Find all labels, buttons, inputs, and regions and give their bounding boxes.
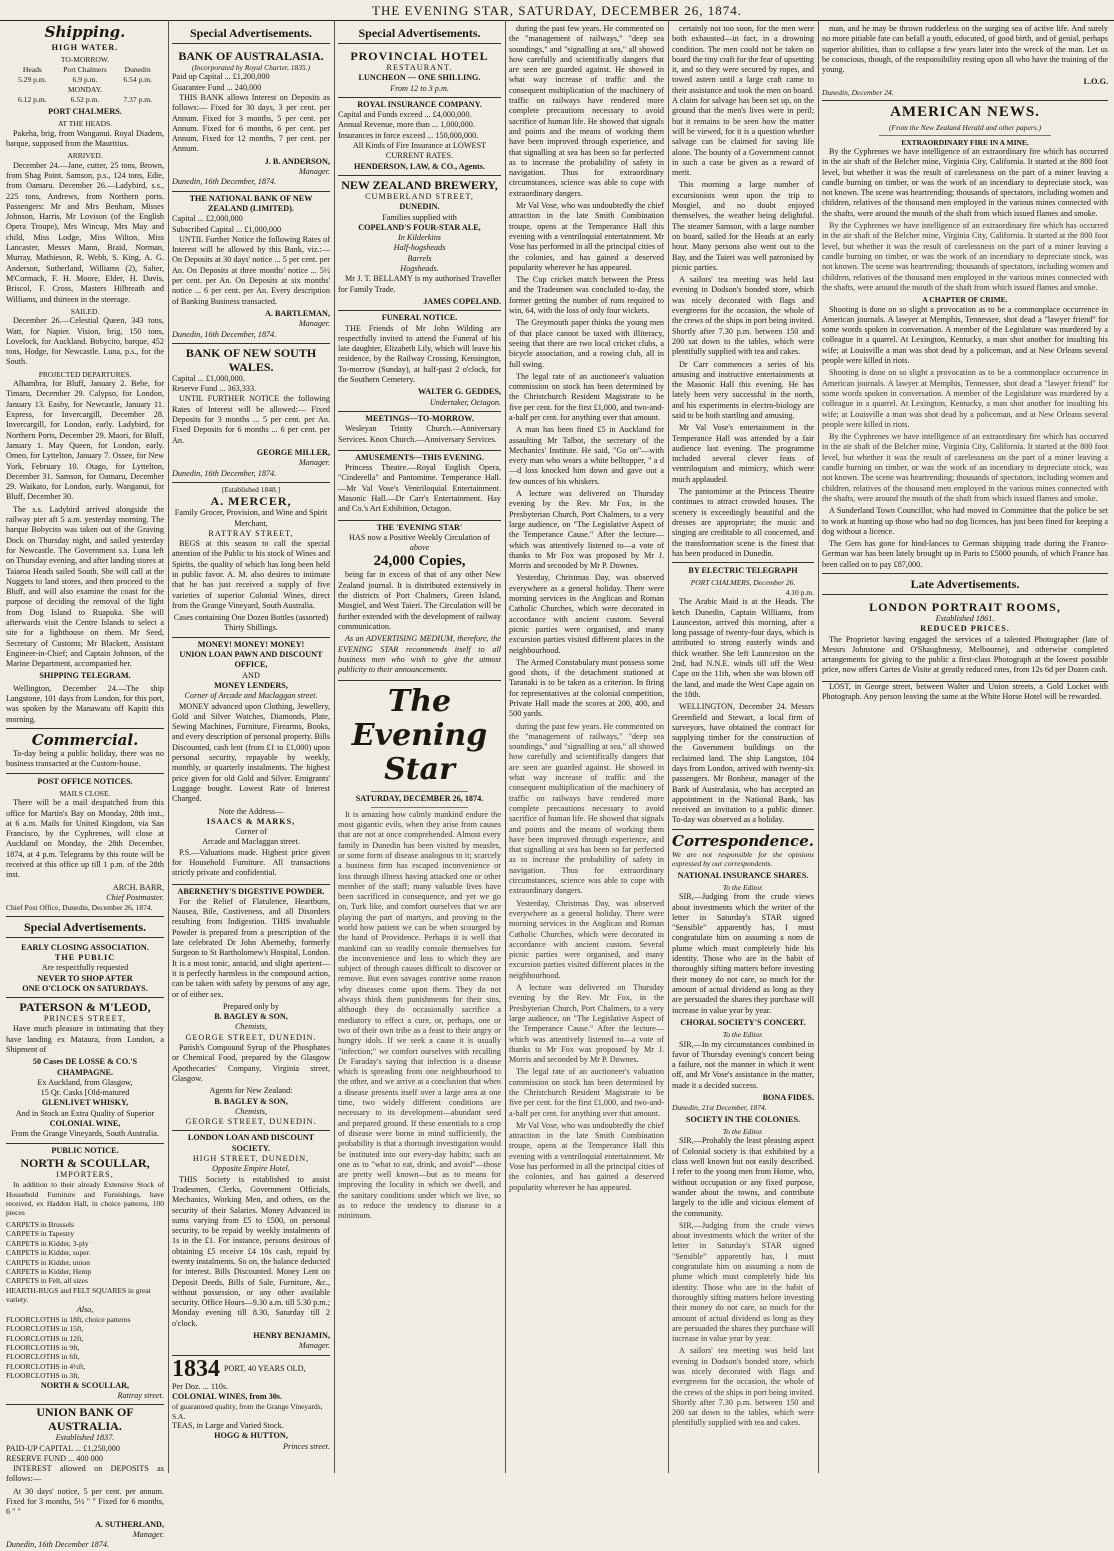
provincial-hotel-ad — [338, 47, 501, 98]
royal-ins: Insurances in force exceed ... 150,000,000. — [338, 130, 479, 140]
carpet-item: CARPETS in Kidder, super. — [6, 1248, 91, 1258]
es-copies: 24,000 Copies, — [373, 553, 466, 570]
es-box-title: THE 'EVENING STAR' — [376, 522, 463, 532]
meetings-title: MEETINGS—TO-MORROW. — [365, 413, 474, 423]
tide-table-header — [6, 65, 164, 75]
ex-auckland: Ex Auckland, from Glasgow, — [37, 1077, 133, 1087]
london-portrait-ad — [822, 598, 1108, 682]
postmaster-title: Chief Postmaster. — [106, 892, 164, 902]
american-news-source: (From the New Zealand Herald and other papers.) — [888, 123, 1042, 133]
bnsw-date: Dunedin, 16th December, 1874. — [172, 468, 277, 478]
isaacs-title: ISAACS & MARKS, — [206, 816, 296, 826]
es-text-2: As an ADVERTISING MEDIUM, therefore, the EVENING STAR recommends itself to all business men who wish to give the utmost publicity to their announcements. — [338, 634, 501, 675]
editorial-text: It is amazing how calmly mankind endure the most gigantic evils, when they arise from causes that are not at once comprehended. Almost every family in Dunedin has been visited by measles, or some form of disease analogous to it; scarcely a business firm has escaped inconvenience or loss through illness having attacked one or other member of the staff; many valuable lives have been sacrificed in consequence, and yet we go on, Turk like, and comfort ourselves that we are playing the part of martyrs, and proving to the world how patient we can be when scourged by the hand of Providence. Perhaps it is well that mankind can so readily console themselves for the inconvenience and loss to which they are subject of through causes difficult to discover or remove. But even savages contrive some reason why diseases come upon them. They do not always think them punishments for their sins, although they do occasionally sacrifice a mediatory to effect a cure, or, perhaps, one or two of their own tribe as a feast to their angry or hungry idols. If we seek a cause it is usually "infection;" we comfort ourselves with recalling Dr Faraday's saying that infection is a disease which is spreading from one neighbourhood to the other, and we arrive at a conclusion that when a disease presents itself over a large area at one time, two widely different conditions are necessary to its development—abundant seed and prepared ground. If these essentials to a crop of disease were borne in mind sufficiently, the probability is that a thorough investigation would be instituted into our every-day habits; such an one as to "what to eat, drink, and avoid"—those are pretty well known—but as to means for improving the locality in which we dwell, and the sanitary conditions under which we live, so as to reduce the tendency to disease to a minimum. — [338, 809, 501, 1221]
news-paragraph: The legal rate of an auctioneer's valuation commission on stock has been determined by the Christchurch Resident Magistrate to be five per cent. for the first £1,000, and two-and-a-half per cent. for anything over that amount. — [509, 371, 664, 422]
nis-text: SIR,—Judging from the crude views about investments which the writer of the letter in Saturday's STAR signed "Sensible" apparently has, I must congratulate him on assuming a nom de plume which must completely hide his identity. Those who are in the habit of thoroughly sifting matters before investing their money do not care, so much for the amount of actual dividend as long as they are persuaded the shares they purchase will increase in value year by year. — [672, 892, 814, 1015]
nis-to: To the Editor. — [722, 882, 764, 892]
shipping-telegram-heading: SHIPPING TELEGRAM. — [39, 671, 131, 681]
nzb-hogs: Hogsheads. — [400, 264, 439, 274]
royal-cap: Capital and Funds exceed ... £4,000,000. — [338, 110, 472, 120]
royal-insurance-ad — [338, 98, 501, 176]
amusements-text: Princess Theatre.—Royal English Opera, "Cinderella" and Pantomime. Temperance Hall.—Mr Val Vose's Ventriloquial Entertainment. Masonic Hall.—Dr Carr's Entertainment. Hay and Co.'s Art Exhibition, Octagon. — [338, 463, 501, 514]
glenlivet-line: GLENLIVET WHISKY, — [41, 1098, 129, 1108]
society-text: SIR,—Judging from the crude views about investments which the writer of the letter in Saturday's STAR signed "Sensible" apparently has, I must congratulate him on assuming a nom de plume which must completely hide his identity. Those who are in the habit of thoroughly sifting matters before investing their money do not care, so much for the amount of actual dividend as long as they are persuaded the shares they purchase will increase in value year by year. — [672, 1220, 814, 1344]
uba-title: UNION BANK OF AUSTRALIA. — [36, 1405, 134, 1434]
choral-text: SIR,—In my circumstances combined in favor of Thursday evening's concert being a failure, not the manner in which it went off, and Mr Vose's assistance in the matter, made it a decided success. — [672, 1039, 814, 1090]
national-bank-ad — [172, 192, 330, 344]
news-paragraph: during the past few years. He commented on the "management of railways," "deep sea soundings," and "signalling at sea," all showed how carefully and scientifically dangers that are seen are guarded against. He showed in what way increase of traffic and the consequent multiplication of the machinery of traffic on railways have rendered more complete precautions necessary to avoid sacrifice of human life. He showed that signals and points and the means of working them have been improved through experience, and that signalling at sea has been so far perfected as to increase the probability of safety in navigation. Thus for extraordinary circumstances, science was able to cope with extraordinary dangers. — [509, 721, 664, 896]
tide-cell: 7.37 p.m. — [123, 94, 153, 104]
mercer-trade: Family Grocer, Provision, and Wine and Spirit Merchant, — [174, 508, 328, 528]
nzb-sign: JAMES COPELAND. — [423, 296, 501, 306]
parish-text: Parish's Compound Syrup of the Phosphates or Chemical Food, prepared by the Glasgow Apothecaries' Company, Virginia street, Glasgow. — [172, 1043, 330, 1083]
colonial-wines-2: of guaranteed quality, from the Grange Vineyards, S.A. — [172, 1402, 323, 1421]
union-loan-ad — [172, 638, 330, 885]
nzb-kild: In Kilderkins — [398, 233, 441, 243]
carpet-item: CARPETS in Kidder, union — [6, 1257, 90, 1267]
ns-importers: IMPORTERS, — [56, 1169, 114, 1179]
port-year: 1834 — [172, 1355, 220, 1382]
paterson-title: PATERSON & M'LEOD, — [19, 1000, 151, 1015]
boa-date: Dunedin, 16th December, 1874. — [172, 177, 277, 187]
correspondence-heading: Correspondence. — [672, 831, 814, 850]
nbnz-date: Dunedin, 16th December, 1874. — [172, 329, 277, 339]
bnsw-res: Reserve Fund ... 363,333. — [172, 384, 257, 394]
telegram-text: Wellington, December 24.—The ship Langstone, 101 days from London, for this port, was spoken by the Manawatu off Kapiti this morning. — [6, 683, 164, 724]
shipping-heading: Shipping. — [44, 23, 126, 41]
also-label: Also, — [76, 1304, 94, 1314]
nzb-barrels: Barrels — [407, 253, 432, 263]
floorcloth-item: FLOORCLOTHS in 9ft, — [6, 1343, 80, 1353]
lost-notice: LOST, in George street, between Walter and Union streets, a Gold Locket with Photograph. Any person leaving the same at the White Horse Hotel will be rewarded. — [822, 681, 1108, 702]
lunch-hours: From 12 to 3 p.m. — [390, 83, 449, 93]
note-address: Note the Address— — [218, 806, 284, 816]
choral-to: To the Editor. — [722, 1030, 764, 1040]
news-paragraph: Dr Carr commences a series of his amusing and instructive entertainments at the Masonic Hall this evening. He has lately been very successful in the north, and his experiments in electro-biology are said to be both startling and amusing. — [672, 359, 814, 420]
carpet-item: CARPETS in Tapestry — [6, 1229, 75, 1239]
tide-cell: 6.54 p.m. — [123, 75, 153, 84]
society-to: To the Editor. — [722, 1127, 764, 1137]
floorcloth-item: FLOORCLOTHS in 18ft, choice patterns — [6, 1314, 131, 1324]
paterson-ad — [6, 998, 164, 1144]
telegraph-heading: BY ELECTRIC TELEGRAPH — [688, 566, 798, 576]
mercer-cases: Cases containing One Dozen Bottles (assorted) Thirty Shillings. — [173, 613, 329, 633]
carpet-item: CARPETS in Kidder, Hemp — [6, 1266, 92, 1276]
tide-cell: 5.29 p.m. — [17, 75, 47, 84]
boa-signer: J. B. ANDERSON, — [264, 156, 330, 166]
public-notice-title: PUBLIC NOTICE. — [51, 1145, 119, 1155]
nzb-street: CUMBERLAND STREET, — [365, 191, 474, 201]
nzb-text: Mr J. T. BELLAMY is my authorised Traveller for Family Trade. — [338, 274, 501, 294]
uba-interest: INTEREST allowed on DEPOSITS as follows:— — [6, 1464, 164, 1484]
nbnz-title: THE NATIONAL BANK OF NEW ZEALAND (LIMITED). — [189, 193, 313, 213]
abernethy-ad — [172, 885, 330, 1132]
early-closing-ad — [6, 941, 164, 998]
tide-cell: 6.9 p.m. — [72, 75, 98, 84]
nzb-families: Families supplied with — [382, 212, 457, 222]
arrived-label: ARRIVED. — [67, 151, 103, 161]
lld-signer: HENRY BENJAMIN, — [253, 1331, 330, 1341]
lld-title: LONDON LOAN AND DISCOUNT SOCIETY. — [187, 1133, 315, 1153]
bnsw-title: BANK OF NEW SOUTH WALES. — [185, 345, 317, 374]
boa-guar: Guarantee Fund ... 240,000 — [172, 82, 262, 92]
money-lenders: MONEY LENDERS, — [214, 680, 288, 690]
requested-text: Are respectfully requested — [41, 963, 129, 973]
tide-col-dunedin: Dunedin — [124, 64, 151, 74]
american-news-heading: AMERICAN NEWS. — [890, 104, 1040, 121]
news-paragraph: during the past few years. He commented on the "management of railways," "deep sea soundings," and "signalling at sea," all showed how carefully and scientifically dangers that are seen are guarded against. He showed in what way increase of traffic and the consequent multiplication of the machinery of traffic on railways have rendered more complete precautions necessary to avoid sacrifice of human life. He showed that signals and points and the means of working them have been improved through experience, and that signalling at sea has been so far perfected as to increase the probability of safety in navigation. Thus for extraordinary circumstances, science was able to cope with extraordinary dangers. — [509, 24, 664, 198]
port-wine-row — [172, 1356, 330, 1382]
bagley-name: B. BAGLEY & SON, — [214, 1096, 288, 1106]
telegraph-text: The Arabic Maid is at the Heads. The ketch Dunedin, Captain Williams, from Launceston, arrived this morning, after a long passage of twenty-four days, which is attributed to strong easterly winds and thick weather. She left Launceston on the 2nd, had N.N.E. winds till off the West Cape on the 11th, when she was blown off the land, and made the West Cape again on the 18th. — [672, 597, 814, 699]
amusements-notice — [338, 451, 501, 521]
nzb-city: DUNEDIN. — [399, 202, 440, 212]
floorcloth-item: FLOORCLOTHS in 12ft, — [6, 1333, 84, 1343]
news-paragraph: A sailors' tea meeting was held last evening in Dodson's bonded store, which was nicely decorated with flags and evergreens for the occasion, the whole of the crews of the ships in port being invited. Shortly after 7.30 p.m. between 150 and 200 sat down to the tables, which were plentifully supplied with tea and cakes. — [672, 275, 814, 357]
bagley-role: Chemists, — [234, 1022, 268, 1032]
london-loan-ad — [172, 1131, 330, 1355]
early-closing-title: EARLY CLOSING ASSOCIATION. — [21, 942, 149, 952]
bnsw-cap: Capital ... £1,000,000. — [172, 373, 245, 383]
postmaster-date: Chief Post Office, Dunedin, December 26, 1874. — [6, 903, 153, 913]
bagley-street: GEORGE STREET, DUNEDIN. — [185, 1032, 317, 1042]
commercial-text: To-day being a public holiday, there was no business transacted at the Custom-house. — [6, 748, 164, 769]
society-heading: SOCIETY IN THE COLONIES. — [685, 1114, 801, 1124]
floorcloth-item: FLOORCLOTHS in 4½ft, — [6, 1361, 86, 1371]
union-loan-title: UNION LOAN PAWN AND DISCOUNT OFFICE, — [179, 650, 323, 670]
floorcloth-item: FLOORCLOTHS in 3ft, — [6, 1371, 80, 1381]
boa-paid: Paid up Capital ... £1,200,000 — [172, 72, 270, 82]
bagley-name: B. BAGLEY & SON, — [214, 1012, 288, 1022]
nbnz-sub: Subscribed Capital ... £1,000,000 — [172, 224, 282, 234]
column-rule — [334, 20, 335, 1473]
uba-capital: PAID-UP CAPITAL ... £1,250,000 — [6, 1443, 120, 1453]
colonial-wine-pre: And in Stock an Extra Quality of Superior — [15, 1108, 155, 1118]
abernethy-title: ABERNETHY'S DIGESTIVE POWDER. — [177, 886, 325, 896]
nzb-title: NEW ZEALAND BREWERY, — [341, 177, 498, 192]
nbnz-cap: Capital ... £2,000,000 — [172, 214, 243, 224]
ns-text: In addition to their already Extensive Stock of Household Furniture and Furnishings, have received, ex Haddon Hall, in choice patterns, 100 pieces — [6, 1180, 164, 1218]
tide-col-port: Port Chalmers — [63, 64, 107, 74]
news-paragraph: The pantomime at the Princess Theatre continues to attract crowded houses. The scenery is exceedingly beautiful and the dresses are appropriate; the music and singing are creditable to all concerned, and the transformation scene is the finest that has been produced in Dunedin. — [672, 487, 814, 558]
fire-heading: EXTRAORDINARY FIRE IN A MINE. — [901, 137, 1029, 147]
column-1-shipping — [6, 24, 164, 1551]
paterson-street: PRINCES STREET, — [43, 1014, 127, 1024]
column-rule — [505, 20, 506, 1473]
news-paragraph: certainly not too soon, for the men were both exhausted—in fact, in a drowning condition. The men could not be taken on board the tiny craft for the fear of upsetting it, and so they were secured by ropes, and towed astern until a large craft came to their assistance and took the men on board. A claim for salvage has been set up, on the ground that the men's lives were in peril; but it remains to be seen how the matter will be viewed, for it is a question whether salvage can be claimed for saving life alone. The bounty of a Government cannot in such a case be given as a reward of merit. — [672, 24, 814, 178]
boa-role: Manager. — [298, 167, 330, 177]
ns-title: NORTH & SCOULLAR, — [20, 1155, 150, 1170]
column-rule — [818, 20, 819, 1473]
lpr-text: The Proprietor having engaged the services of a talented Photographer (late of Messrs Johnstone and O'Shaughnessy, Melbourne), and otherwise completed arrangements for giving to the public a first-class Photograph at the lowest possible price, now offers Cartes de Visite at greatly reduced rates, from 12s 6d per Dozen cash. — [822, 634, 1108, 675]
royal-text: All Kinds of Fire Insurance at LOWEST CURRENT RATES. — [352, 141, 487, 161]
crime-text: Shooting is done on so slight a provocation as to be a commonplace occurrence in American journals. A lawyer at Memphis, Tennessee, shot dead a "lawyer friend" for some words spoken in conversation. A member of the Legislature was murdered by a colleague in a quarrel. At Lexington, Kentucky, a man shot another for insulting his wife; at Louisville a man was shot dead by a policeman, and at New Orleans several people were killed in riots. — [822, 368, 1108, 429]
boa-title: BANK OF AUSTRALASIA. — [178, 49, 324, 63]
fire-text: By the Cyphrenes we have intelligence of an extraordinary fire which has occurred in the air shaft of the Belcher mine, Virginia City, California. It started at the 800 foot level, but whether it was the result of carelessness on the part of a miner leaving a candle burning on timber, or was the work of an incendiary to depreciate stock, was not known. The scene was heartrending; thousands of spectators, including women and children, relatives of the thousand men employed in the various mines connected with the shafts, were around the mouth of the shaft from which issued flames and smoke. — [822, 147, 1108, 218]
hogg-name: HOGG & HUTTON, — [214, 1431, 288, 1441]
amusements-title: AMUSEMENTS—THIS EVENING. — [355, 452, 484, 462]
uba-est: Established 1837. — [55, 1433, 115, 1443]
one-oclock-text: ONE O'CLOCK ON SATURDAYS. — [22, 983, 148, 993]
column-2-advertisements — [172, 24, 330, 1452]
fire-text: By the Cyphrenes we have intelligence of an extraordinary fire which has occurred in the air shaft of the Belcher mine, Virginia City, California. It started at the 800 foot level, but whether it was the result of carelessness on the part of a miner leaving a candle burning on timber, or was the work of an incendiary to depreciate stock, was not known. The scene was heartrending; thousands of spectators, including women and children, relatives of the thousand men employed in the various mines connected with the shafts, were around the mouth of the shaft from which issued flames and smoke. — [822, 221, 1108, 292]
news-paragraph: A lecture was delivered on Thursday evening by the Rev. Mr Fox, in the Presbyterian Church, Port Chalmers, to a very large audience, on "The Legislative Aspect of the Temperance Cause." After the lecture—which was attentively listened to—a vote of thanks to Mr Fox was proposed by Mr J. Morris and seconded by Mr P. Downes. — [509, 983, 664, 1065]
bagley-role: Chemists, — [234, 1106, 268, 1116]
funeral-title: FUNERAL NOTICE. — [381, 313, 458, 323]
port-chalmers-heading: PORT CHALMERS. — [48, 107, 122, 116]
isaacs-street: Arcade and Maclaggan street. — [202, 837, 300, 847]
bank-nsw-ad — [172, 344, 330, 483]
prepared-by: Prepared only by — [223, 1001, 279, 1011]
bnsw-role: Manager. — [298, 458, 330, 468]
news-paragraph: Mr Val Vose, who was undoubtedly the chief attraction in the late Smith Combination troupe, opens at the Temperance Hall this evening with a ventriloquial entertainment. Mr Vose has performed in all the principal cities of the colonies, and has gained a deserved popularity wherever he has appeared. — [509, 1120, 664, 1192]
luncheon-line: LUNCHEON — ONE SHILLING. — [358, 73, 481, 83]
sunderland-text: A Sunderland Town Councillor, who had moved in Committee that the police be set to work at hunting up those who had no dog licences, has just been fined for keeping a dog without a licence. — [822, 506, 1108, 536]
teas-line: TEAS, in Large and Varied Stock. — [172, 1421, 284, 1431]
grange-line: From the Grange Vineyards, South Australia. — [11, 1129, 159, 1139]
mails-close-label: MAILS CLOSE. — [59, 788, 111, 798]
funeral-notice — [338, 311, 501, 412]
nbnz-role: Manager. — [298, 319, 330, 329]
tide-cell: 6.52 p.m. — [70, 94, 100, 104]
german-text: The Gem has gone for hind-lances to German shipping trade during the Franco-German war has been lately brought up in Paris to £5000 pounds, of which France has been called on to pay £87,000. — [822, 539, 1108, 569]
royal-rev: Annual Revenue, more than ... 1,000,000. — [338, 120, 475, 130]
mercer-title: A. MERCER, — [210, 494, 292, 509]
nis-heading: NATIONAL INSURANCE SHARES. — [677, 870, 809, 880]
telegraph-place: PORT CHALMERS, December 26. — [690, 578, 796, 588]
port-price: Per Doz. ... 110s. — [172, 1381, 229, 1391]
glenlivet-qty: 15 Qr. Casks [Old-matured — [40, 1088, 130, 1098]
and-label: AND — [242, 670, 260, 680]
boa-sub: (Incorporated by Royal Charter, 1835.) — [191, 63, 311, 72]
news-paragraph: This morning a large number of excursionists went upon the trip to Mosgiel, and no doubt enjoyed themselves, the weather being delightful. The steamer Samson, with a large number on board, sailed for the Heads at an early hour. Many persons also went out to the Bay, and the Taieri was well patronised by picnic parties. — [672, 180, 814, 272]
column-rule — [668, 20, 669, 1473]
never-shop-text: NEVER TO SHOP AFTER — [37, 973, 133, 983]
mercer-established: [Established 1848.] — [221, 484, 281, 494]
carpet-item: CARPETS in Kidder, 3-ply — [6, 1238, 89, 1248]
news-paragraph: The Armed Constabulary must possess some good shots, if the detachment stationed at Taranaki is to be taken as a criterion. In firing for representatives at the colonial competition, Private Hall made the scores at 200, 400, and 500 yards. — [509, 657, 664, 719]
funeral-role: Undertaker, Octagon. — [429, 397, 501, 407]
uba-reserve: RESERVE FUND ... 400 000 — [6, 1453, 103, 1463]
lld-opp: Opposite Empire Hotel. — [212, 1164, 290, 1174]
bnsw-signer: GEORGE MILLER, — [256, 447, 330, 457]
sailed-text: December 26.—Celestial Queen, 343 tons, Watt, for Napier. Vision, brig, 150 tons, Lovelock, for Auckland. Bobycito, barque, 452 tons, Hodge, for Newcastle. Luna, p.s., for the South. — [6, 316, 164, 367]
tide-row — [6, 95, 164, 105]
choral-sign: BONA FIDES. — [762, 1093, 814, 1103]
news-paragraph: Yesterday, Christmas Day, was observed everywhere as a general holiday. There were morning services in the Anglican and Roman Catholic Churches, which were decorated in accordance with ancient custom. Several picnic parties were organised, and many excursion parties visited different places in the neighbourhood. — [509, 898, 664, 980]
meetings-notice — [338, 412, 501, 451]
col2-header: Special Advertisements. — [190, 26, 312, 40]
nz-brewery-ad — [338, 176, 501, 311]
port-label: PORT, 40 YEARS OLD, — [224, 1363, 306, 1373]
evening-star-flag: The Evening Star — [351, 684, 488, 788]
es-has: HAS now a Positive Weekly Circulation of — [348, 532, 491, 542]
heads-text: Pakeha, brig, from Wanganui. Royal Diadem, barque, supposed from the Mauritius. — [6, 128, 164, 148]
agents-label: Agents for New Zealand: — [209, 1086, 293, 1096]
wellington-text: WELLINGTON, December 24. Messrs Greenfield and Stewart, a local firm of surveyors, have obtained the contract for supplying timber for the construction of the Government buildings on the reclaimed land. The ship Langston, 104 days from London, arrived with twenty-six passengers. Mr Bonheur, manager of the Bank of Australasia, who has accepted an appointment in the National Bank, has received an invitation to a public dinner. To-day was observed as a holiday. — [672, 702, 814, 825]
uba-rates: At 30 days' notice, 5 per cent. per annum. Fixed for 3 months, 5½ " " Fixed for 6 months, 6 " " — [6, 1486, 164, 1517]
lld-street: HIGH STREET, DUNEDIN, — [192, 1154, 310, 1164]
news-paragraph: Mr Val Vose's entertainment in the Temperance Hall was attended by a fair audience last evening. The programme included several clever feats of ventriloquism and mimicry, which were much applauded. — [672, 423, 814, 484]
editorial-date: SATURDAY, DECEMBER 26, 1874. — [355, 794, 484, 804]
bagley-street: GEORGE STREET, DUNEDIN. — [185, 1117, 317, 1127]
royal-title: ROYAL INSURANCE COMPANY. — [357, 99, 482, 109]
paterson-text: Have much pleasure in intimating that they have landing ex Mataura, from London, a Shipment of — [6, 1024, 164, 1054]
union-bank-ad — [6, 1405, 164, 1550]
lpr-reduced: REDUCED PRICES. — [920, 624, 1010, 634]
news-paragraph: The Greymouth paper thinks the young men of that place cannot be taxed with illiteracy, seeing that there are two local cricket clubs, a bicycle association, and a rowing club, all in full swing. — [509, 318, 664, 369]
telegraph-time: 4.10 p.m. — [785, 587, 814, 597]
tide-cell: 6.12 p.m. — [17, 94, 47, 104]
society-text: SIR,—Probably the least pleasing aspect of Colonial society is that exhibited by a class well known but not easily described. I refer to the young men from Home, who, without occupation or any fixed purpose, wander about the towns, and contribute largely to the idle and vicious element of the community. — [672, 1136, 814, 1218]
society-text: A sailors' tea meeting was held last evening in Dodson's bonded store, which was nicely decorated with flags and evergreens for the occasion, the whole of the crews of the ships in port being invited. Shortly after 7.30 p.m. between 150 and 200 sat down to the tables, which were plentifully supplied with tea and cakes. — [672, 1346, 814, 1428]
column-4-local-news — [509, 24, 664, 1195]
news-paragraph: A man has been fined £5 in Auckland for assaulting Mr Talbot, the secretary of the Mechanics' Institute. He said, "Go on"—with every man who wears a white belltopper, " a d—d loss knocked him down and gave out a few ounces of his whiskers. — [509, 425, 664, 486]
carpet-list — [6, 1220, 164, 1305]
carpet-item: CARPETS in Brussels — [6, 1219, 74, 1229]
funeral-sign: WALTER G. GEDDES, — [418, 387, 501, 397]
column-3 — [338, 24, 501, 1224]
floorcloth-item: FLOORCLOTHS in 6ft, — [6, 1352, 80, 1362]
bank-of-australasia-ad — [172, 47, 330, 192]
mercer-ad — [172, 483, 330, 638]
sailed-label: SAILED. — [70, 306, 100, 316]
lld-text: THIS Society is established to assist Tradesmen, Clerks, Government Officials, Mechanics, Working Men, and others, on the security of their Salaries. Money Advanced in sums varying from £5 to £500, on personal security, to be repaid by weekly instalments of 1s in the £1. For instance, persons desirous of obtaining £5 receive £4 10s cash, repaid by twenty instalments. So on, the balance deducted for interest. Bills Discounted. Money Lent on Deposit Deeds, Bills of Sale, Furniture, &c., without possession, or any other available security. Office Hours—9.30 a.m. till 5.30 p.m.; Monday evening till 8.30, Saturday till 2 o'clock. — [172, 1174, 330, 1328]
hogg-street: Princes street. — [283, 1441, 330, 1451]
uba-manager: A. SUTHERLAND, — [95, 1519, 164, 1529]
column-rule — [168, 20, 169, 1473]
es-text: being far in excess of that of any other New Zealand journal. It is distributed extensively in the districts of Port Chalmers, Green Island, Mosgiel, and West Taieri. The Circulation will be further extended with the development of railway communication. — [338, 570, 501, 631]
post-office-heading: POST OFFICE NOTICES. — [37, 776, 133, 786]
postmaster-name: ARCH. BARR, — [112, 882, 164, 892]
nzb-ale: COPELAND'S FOUR-STAR ALE, — [358, 222, 481, 232]
letter-date: Dunedin, December 24. — [822, 87, 894, 97]
carpet-item: HEARTH-RUGS and FELT SQUARES in great variety. — [6, 1285, 151, 1305]
masthead-title: THE EVENING STAR, SATURDAY, DECEMBER 26, 1874. — [372, 3, 742, 18]
ns-sign: NORTH & SCOULLAR, — [40, 1380, 130, 1390]
es-above: above — [409, 543, 430, 553]
loan-text: MONEY advanced upon Clothing, Jewellery, Gold and Silver Watches, Diamonds, Plate, Sewing Machines, Furniture, Firearms, Books, and every description of personal property. Bills Discounted, cash lent (from £1 to £1,000) upon personal security, repayable by weekly, monthly, or quarterly instalments. The highest price given for old Gold and Silver. Emigrants' Luggage bought. Lowest Rate of Interest Charged. — [172, 701, 330, 804]
nbnz-text: UNTIL Further Notice the following Rates of Interest will be allowed by this Bank, viz.:— On Deposits at 30 days' notice ... 5 per cent. per An. On Deposits at three months' notice ... 5½ per cent. per An. On Deposits at six months' notice ... 6 per cent. per An. Every description of Banking Business transacted. — [172, 234, 330, 306]
lpr-title: LONDON PORTRAIT ROOMS, — [869, 599, 1061, 614]
crime-text: Shooting is done on so slight a provocation as to be a commonplace occurrence in American journals. A lawyer at Memphis, Tennessee, shot dead a "lawyer friend" for some words spoken in conversation. A member of the Legislature was murdered by a colleague in a quarrel. At Lexington, Kentucky, a man shot another for insulting his wife; at Louisville a man was shot dead by a policeman, and at New Orleans several people were killed in riots. — [822, 304, 1108, 366]
masthead — [0, 0, 1114, 21]
bnsw-text: UNTIL FURTHER NOTICE the following Rates of Interest will be allowed:— Fixed Deposits for 3 months ... 5 per cent. per An. Fixed Deposits for 6 months ... 6 per cent. per An. — [172, 394, 330, 445]
carpet-item: CARPETS in Felt, all sizes — [6, 1276, 88, 1286]
news-paragraph: Yesterday, Christmas Day, was observed everywhere as a general holiday. There were morning services in the Anglican and Roman Catholic Churches, which were decorated in accordance with ancient custom. Several picnic parties were organised, and many excursion parties visited different places in the neighbourhood. — [509, 573, 664, 655]
floorcloth-list — [6, 1315, 164, 1381]
tomorrow-label: TO-MORROW. — [60, 55, 110, 65]
isaacs-corner: Corner of — [235, 827, 267, 837]
champagne-line: 50 Cases DE LOSSE & CO.'S CHAMPAGNE. — [32, 1057, 138, 1077]
funeral-text: THE Friends of Mr John Wilding are respectfully invited to attend the Funeral of his late daughter, Elizabeth Lily, which will leave his residence, by the Railway Crossing, Kensington, To-morrow (Sunday), at half-past 2 o'clock, for the Southern Cemetery. — [338, 323, 501, 385]
col3-header: Special Advertisements. — [358, 26, 481, 40]
uba-date: Dunedin, 16th December 1874. — [6, 1540, 110, 1550]
royal-agents: HENDERSON, LAW, & CO., Agents. — [354, 161, 485, 171]
ns-street: Rattray street. — [117, 1390, 164, 1400]
mercer-text: BEGS at this season to call the special attention of the Public to his stock of Wines and Spirits, the quality of which has long been held in public favor. A. M. also desires to intimate that he has just received a supply of five varieties of superior Colonial Wines, direct from the Grange Vineyard, South Australia. — [172, 539, 330, 610]
column-6 — [822, 24, 1108, 704]
tide-row — [6, 75, 164, 85]
choral-date: Dunedin, 21st December, 1874. — [672, 1103, 767, 1113]
shipping-news-text: The s.s. Ladybird arrived alongside the railway pier aft 5 a.m. yesterday morning. The barque Bobycito was taken out of the Graving Dock on Thursday night, and sailed yesterday for Newcastle. The Government s.s. Luna left on Thursday evening, and after landing stores at Taiaroa Heads sailed South. She will call at the Nuggets to land stores, and then proceed to the Bluff, and will also examine the coast for the purpose of deciding the removal of the light from Dog Island to Ruapuka. She will afterwards visit the Centre Islands to select a site for a lighthouse on them. Mr Seed, Secretary of Customs; Mr Blackett, Assistant Engineer-in-Chief; and Captain Johnson, of the Marine Department, accompanied her. — [6, 504, 164, 669]
arrived-text: December 24.—Jane, cutter, 25 tons, Brown, from Shag Point. Samson, p.s., 124 tons, Edie, from Oamaru. December 26.—Ladybird, s.s., 225 tons, Andrews, from Northern ports. Passengers: Mr and Mrs Benham, Misses Johnson, Harris, Mr Lovison (of the English Opera Troupe), Mrs Wincup, Mrs May and child, Miss Lodge, Miss Wilton, Miss Lancaster, Messrs Mann, Braid, Norman, Murray, Mathieson, R. Webb, S. King, A. G. Anderson, Sutherland, Williams (2), Salter, M'Cormack, F. H. Moore, Elder, H. Davis, Briscol, F. Cross, Masters Hilbreath and Williams, and thirteen in the steerage. — [6, 160, 164, 304]
late-ads-heading: Late Advertisements. — [910, 576, 1020, 591]
lenders-addr: Corner of Arcade and Maclaggan street. — [184, 691, 318, 701]
abernethy-text: For the Relief of Flatulence, Heartburn, Nausea, Bile, Costiveness, and all Disorders resulting from Indigestion. THIS invaluable Powder is prepared from a prescription of the late celebrated Dr John Abernethy, formerly Surgeon to St Bartholomew's Hospital, London. It is a most tonic, antacid, and slight aperient—it is perfectly harmless in the compound action, can be taken with safety by persons of any age, or of either sex. — [172, 896, 330, 999]
monday-label: MONDAY. — [68, 85, 102, 95]
colonial-wines: COLONIAL WINES, from 30s. — [172, 1391, 283, 1401]
commercial-heading: Commercial. — [31, 730, 139, 749]
letter-sign: L.O.G. — [1083, 77, 1108, 87]
restaurant-label: RESTAURANT. — [386, 63, 453, 72]
news-paragraph: The legal rate of an auctioneer's valuation commission on stock has been determined by the Christchurch Resident Magistrate to be five per cent. for the first £1,000, and two-and-a-half per cent. for anything over that amount. — [509, 1067, 664, 1118]
north-scoullar-ad — [6, 1144, 164, 1406]
correspondence-disclaimer: We are not responsible for the opinions expressed by our correspondents. — [672, 849, 814, 869]
evening-star-circulation-ad — [338, 521, 501, 682]
the-public: THE PUBLIC — [54, 952, 116, 962]
meetings-text: Wesleyan Trinity Church.—Anniversary Services. Knox Church.—Anniversary Services. — [338, 424, 501, 444]
isaacs-ps: P.S.—Valuations made. Highest price given for Household Furniture. All transactions strictly private and confidential. — [172, 847, 330, 878]
news-paragraph: Mr Val Vose, who was undoubtedly the chief attraction in the late Smith Combination troupe, opens at the Temperance Hall this evening with a ventriloquial entertainment. Mr Vose has performed in all the principal cities of the colonies, and has gained a deserved popularity wherever he has appeared. — [509, 201, 664, 272]
tide-col-heads: Heads — [22, 64, 42, 74]
choral-heading: CHORAL SOCIETY'S CONCERT. — [680, 1017, 806, 1027]
crime-heading: A CHAPTER OF CRIME. — [922, 295, 1008, 305]
letter-text: man, and he may be thrown rudderless on the surging sea of active life. And surely no more pitiable fate can befall a youth, educated, of good birth, and of genial, perhaps superior abilities, than to collapse a few years later into the wreck of the man. Let us be conscious, though, of the responsibility resting upon all who have the training of the young. — [822, 24, 1108, 75]
column-5 — [672, 24, 814, 1431]
uba-manager-title: Manager. — [132, 1529, 164, 1539]
news-paragraph: A lecture was delivered on Thursday evening by the Rev. Mr Fox, in the Presbyterian Church, Port Chalmers, to a very large audience, on "The Legislative Aspect of the Temperance Cause." After the lecture—which was attentively listened to—a vote of thanks to Mr Fox was proposed by Mr J. Morris and seconded by Mr P. Downes. — [509, 489, 664, 571]
nbnz-signer: A. BARTLEMAN, — [265, 308, 330, 318]
news-paragraph: The Cup cricket match between the Press and the Tradesmen was concluded to-day, the former getting the number of runs required to win, 64, with the loss of only four wickets. — [509, 275, 664, 316]
heads-label: AT THE HEADS. — [57, 119, 113, 129]
crime-text: By the Cyphrenes we have intelligence of an extraordinary fire which has occurred in the air shaft of the Belcher mine, Virginia City, California. It started at the 800 foot level, but whether it was the result of carelessness on the part of a miner leaving a candle burning on timber, or was the work of an incendiary to depreciate stock, was not known. The scene was heartrending; thousands of spectators, including women and children, relatives of the thousand men employed in the various mines connected with the shafts, were around the mouth of the shaft from which issued flames and smoke. — [822, 432, 1108, 503]
floorcloth-item: FLOORCLOTHS in 15ft, — [6, 1324, 84, 1334]
projected-label: PROJECTED DEPARTURES. — [38, 369, 132, 379]
special-ads-heading: Special Advertisements. — [24, 919, 146, 934]
hogg-hutton-ad — [172, 1356, 330, 1452]
high-water-heading: HIGH WATER. — [51, 43, 119, 52]
boa-text: THIS BANK allows Interest on Deposits as follows:— Fixed for 30 days, 3 per cent. per Annum. Fixed for 3 months, 5 per cent. per Annum. Fixed for 6 months, 6 per cent. per Annum. Fixed for 12 months, 7 per cent. per Annum. — [172, 93, 330, 154]
mercer-street: RATTRAY STREET, — [208, 528, 294, 538]
colonial-wine-line: COLONIAL WINE, — [49, 1119, 121, 1129]
lld-role: Manager. — [298, 1341, 330, 1351]
lpr-est: Established 1861. — [935, 613, 995, 623]
provincial-title: PROVINCIAL HOTEL — [350, 49, 489, 63]
nzb-half: Half-hogsheads — [393, 243, 446, 253]
money-title: MONEY! MONEY! MONEY! — [197, 639, 305, 649]
mails-text: There will be a mail despatched from this office for Martin's Bay on Monday, 28th inst., at 6 a.m. Mails for United Kingdom, via San Francisco, by the Cyphrenes, will close at Auckland on Monday, the 28th December, 1874, at 4 p.m. Telegrams by this route will be received at this office up till 1 p.m. of the 28th inst. — [6, 798, 164, 880]
projected-text: Alhambra, for Bluff, January 2. Bebe, for Timaru, December 29. Calypso, for London, January 13. Easby, for Newcastle, January 11. Express, for Invercargill, December 28. Invercargill, for London, early. Ladybird, for Northern Ports, December 29. Maori, for Bluff, January 1. May Queen, for London, early. Omeo, for Lyttelton, January 7. Ossee, for New York, February 10. Otago, for Lyttelton, December 31. Samson, for Oamaru, December 29. Waikato, for London, early. Wanganui, for Bluff, December 30. — [6, 379, 164, 502]
